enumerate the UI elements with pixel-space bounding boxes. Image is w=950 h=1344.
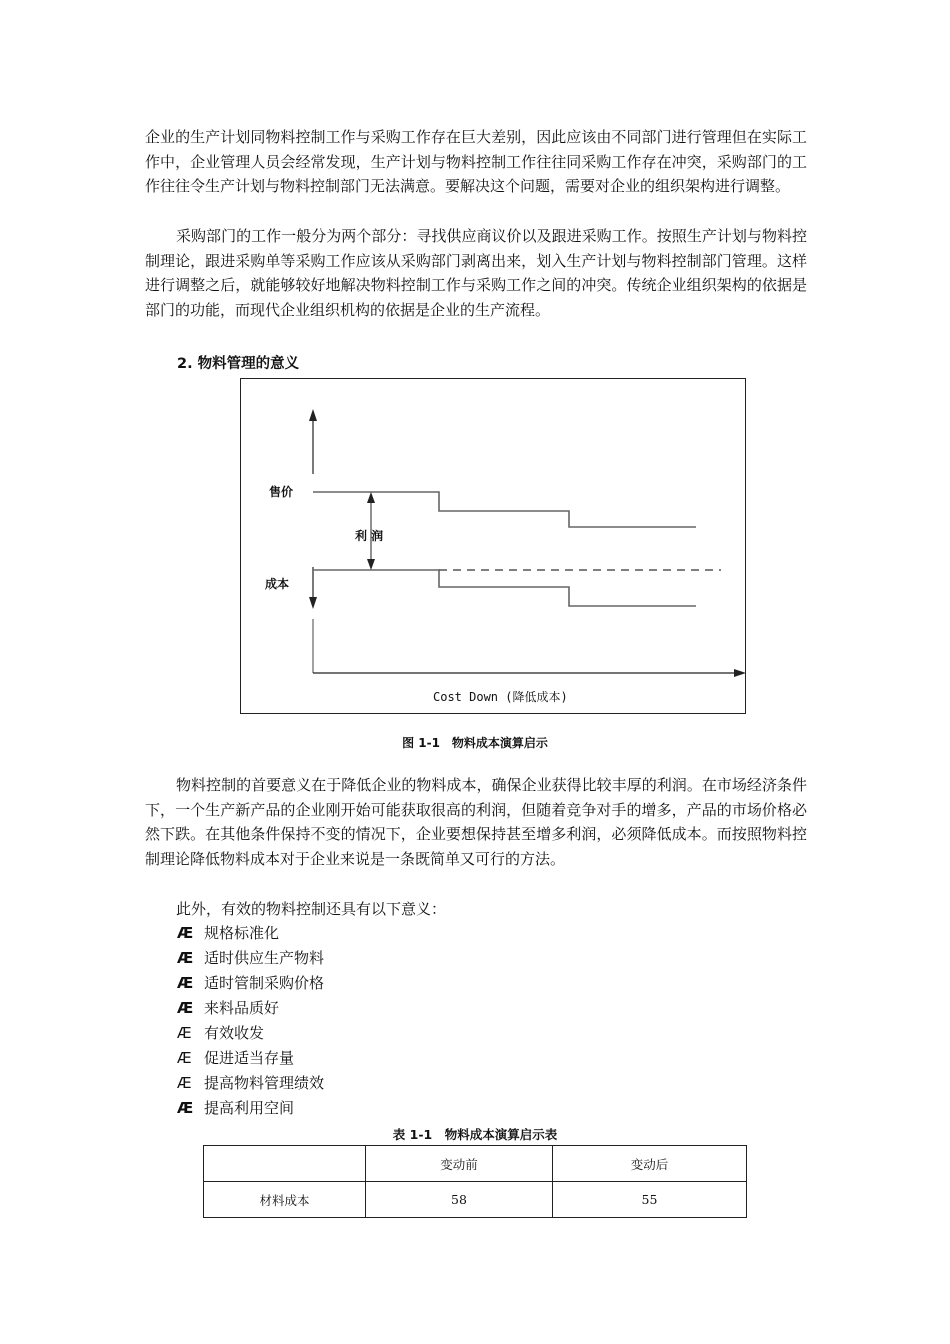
label-profit: 利 润 (355, 529, 384, 543)
table-row (204, 1182, 747, 1218)
label-cost: 成本 (265, 577, 290, 591)
y-axis-arrow-up (309, 409, 317, 421)
bullet-item: Æ 提高利用空间 (177, 1096, 294, 1121)
label-price: 售价 (269, 485, 294, 499)
bullet-mark: Æ (177, 1024, 192, 1042)
paragraph-3: 物料控制的首要意义在于降低企业的物料成本，确保企业获得比较丰厚的利润。在市场经济条件下，一个生产新产品的企业刚开始可能获取很高的利润，但随着竞争对手的增多，产品的市场价格必然下跌。在其他条件保持不变的情况下，企业要想保持甚至增多利润，必须降低成本。而按照物料控制理论降低物料成本对于企业来说是一条既简单又可行的方法。 (145, 776, 807, 868)
bullet-item: Æ 规格标准化 (177, 921, 279, 946)
bullet-item: Æ 促进适当存量 (177, 1046, 294, 1071)
bullet-mark: Æ (177, 1074, 192, 1092)
bullet-item: Æ 来料品质好 (177, 996, 279, 1021)
bullet-mark: Æ (177, 1049, 192, 1067)
profit-arrow-up (367, 492, 375, 503)
figure-cost-down (240, 378, 746, 714)
table-header-row (204, 1146, 747, 1182)
figure-caption: 图 1-1 物料成本演算启示 (402, 736, 548, 750)
paragraph-2: 采购部门的工作一般分为两个部分：寻找供应商议价以及跟进采购工作。按照生产计划与物料控制理论，跟进采购单等采购工作应该从采购部门剥离出来，划入生产计划与物料控制部门管理。这样进行调整之后，就能够较好地解决物料控制工作与采购工作之间的冲突。传统企业组织架构的依据是部门的功能，而现代企业组织机构的依据是企业的生产流程。 (145, 227, 807, 319)
paragraph-1: 企业的生产计划同物料控制工作与采购工作存在巨大差别，因此应该由不同部门进行管理但在实际工作中，企业管理人员会经常发现，生产计划与物料控制工作往往同采购工作存在冲突，采购部门的工作往往令生产计划与物料控制部门无法满意。要解决这个问题，需要对企业的组织架构进行调整。 (145, 128, 807, 196)
bullet-mark: Æ (177, 1099, 194, 1117)
table-header-cell: 变动前 (366, 1146, 553, 1182)
bullet-item: Æ 有效收发 (177, 1021, 264, 1046)
table-cell: 材料成本 (204, 1182, 366, 1218)
table-header-cell: 变动后 (553, 1146, 747, 1182)
table-caption: 表 1-1 物料成本演算启示表 (392, 1127, 558, 1142)
figure-drawing (241, 379, 747, 715)
bullet-item: Æ 提高物料管理绩效 (177, 1071, 324, 1096)
x-axis-label: Cost Down (降低成本) (433, 690, 568, 704)
cost-step-line (313, 570, 696, 606)
cost-table (203, 1145, 747, 1218)
table-cell: 58 (366, 1182, 553, 1218)
table-header-cell (204, 1146, 366, 1182)
bullet-mark: Æ (177, 974, 194, 992)
x-axis-arrow (734, 669, 746, 677)
table-cell: 55 (553, 1182, 747, 1218)
profit-arrow-down (367, 559, 375, 570)
bullet-mark: Æ (177, 924, 194, 942)
y-axis-arrow-down (309, 597, 317, 609)
bullet-mark: Æ (177, 999, 194, 1017)
bullet-mark: Æ (177, 949, 194, 967)
bullet-item: Æ 适时供应生产物料 (177, 946, 324, 971)
bullet-item: Æ 适时管制采购价格 (177, 971, 324, 996)
paragraph-4: 此外，有效的物料控制还具有以下意义： (176, 900, 447, 918)
section-heading: 2. 物料管理的意义 (177, 356, 300, 372)
